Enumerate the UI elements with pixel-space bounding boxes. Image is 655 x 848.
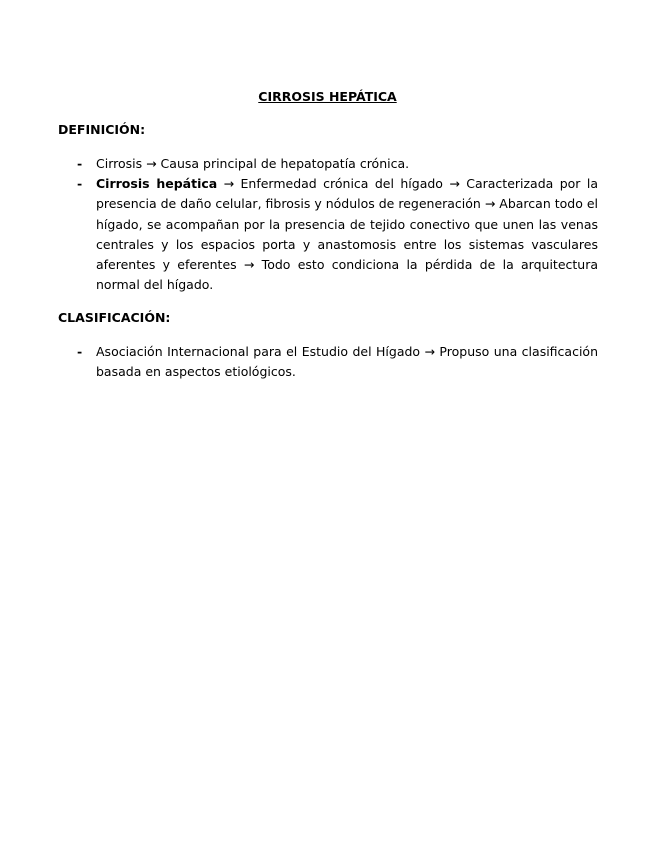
bold-term: Cirrosis hepática: [96, 176, 218, 192]
document-title: CIRROSIS HEPÁTICA: [258, 89, 397, 104]
section-heading-definicion: DEFINICIÓN:: [58, 122, 146, 137]
definicion-list: [58, 154, 598, 295]
bullet-dash: -: [77, 156, 83, 171]
list-item-text: Cirrosis → Causa principal de hepatopatía crónica.: [96, 156, 410, 171]
clasificacion-list: [58, 342, 598, 382]
bullet-dash: -: [77, 344, 83, 359]
list-item: [58, 154, 598, 174]
list-item: [58, 342, 598, 382]
list-item: [58, 174, 598, 295]
section-heading-clasificacion: CLASIFICACIÓN:: [58, 310, 171, 325]
list-item-text: → Enfermedad crónica del hígado → Caracterizada por la presencia de daño celular, fibrosis y nódulos de regeneración → Abarcan todo el hígado, se acompañan por la presencia de tejido conectivo que unen las venas centrales y los espacios porta y anastomosis entre los sistemas vasculares aferentes y eferentes → Todo esto condiciona la pérdida de la arquitectura normal del hígado.: [96, 176, 598, 293]
bullet-dash: -: [77, 176, 83, 192]
list-item-text: Asociación Internacional para el Estudio del Hígado → Propuso una clasificación basada en aspectos etiológicos.: [96, 344, 598, 380]
